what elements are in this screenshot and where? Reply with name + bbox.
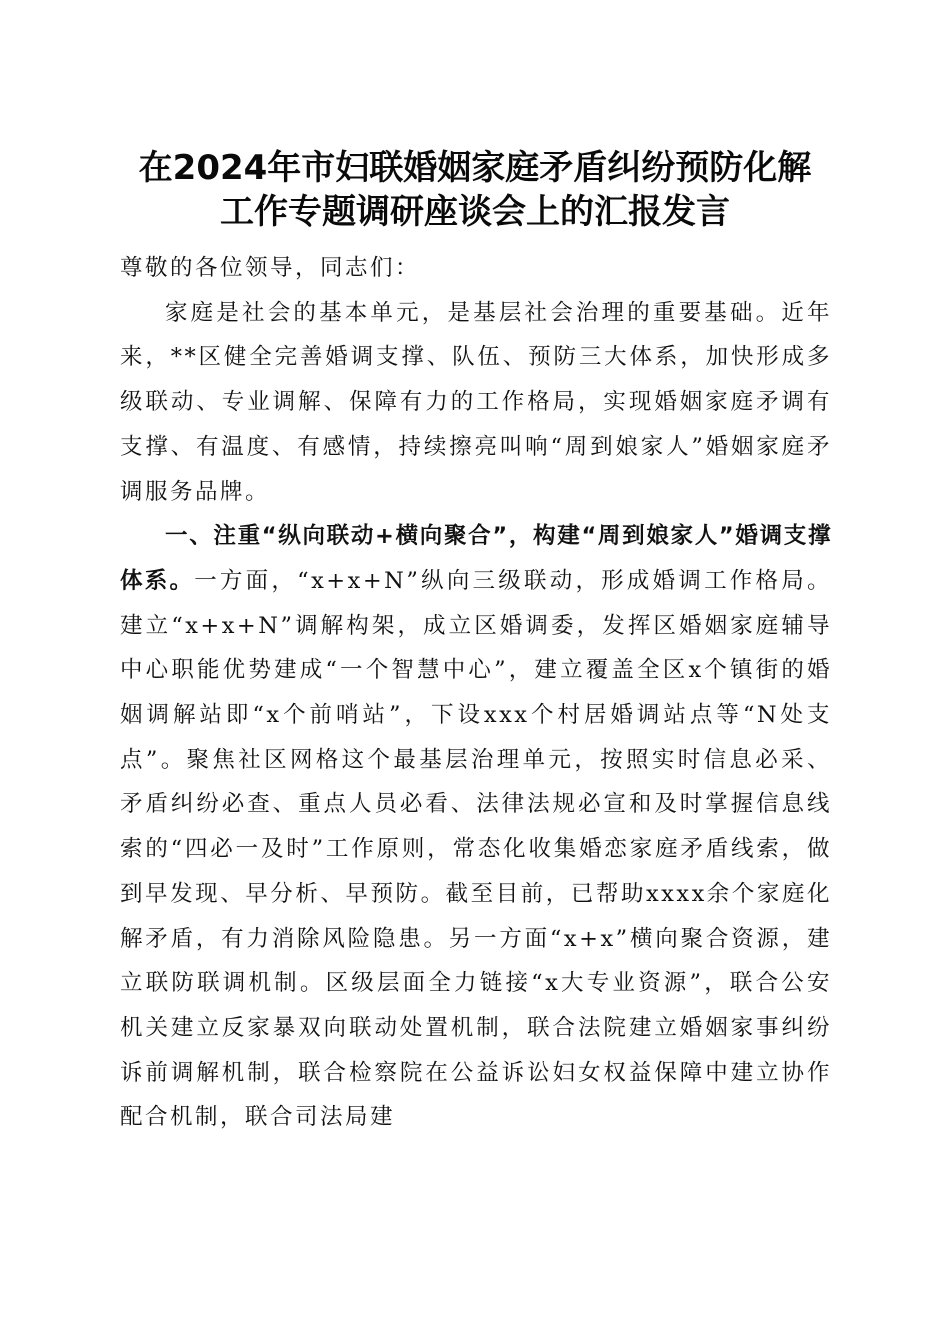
document-title-line-1: 在2024年市妇联婚姻家庭矛盾纠纷预防化解 bbox=[138, 148, 812, 188]
salutation: 尊敬的各位领导，同志们： bbox=[120, 255, 421, 281]
document-title-line-2: 工作专题调研座谈会上的汇报发言 bbox=[220, 192, 730, 232]
section-1-body: 一方面，“x+x+N”纵向三级联动，形成婚调工作格局。建立“x+x+N”调解构架，成立区婚调委，发挥区婚姻家庭辅导中心职能优势建成“一个智慧中心”，建立覆盖全区x个镇街的婚姻调解站即“x个前哨站”，下设xxx个村居婚调站点等“N处支点”。聚焦社区网格这个最基层治理单元，按照实时信息必采、矛盾纠纷必查、重点人员必看、法律法规必宣和及时掌握信息线索的“四必一及时”工作原则，常态化收集婚恋家庭矛盾线索，做到早发现、早分析、早预防。截至目前，已帮助xxxx余个家庭化解矛盾，有力消除风险隐患。另一方面“x+x”横向聚合资源，建立联防联调机制。区级层面全力链接“x大专业资源”，联合公安机关建立反家暴双向联动处置机制，联合法院建立婚姻家事纠纷诉前调解机制，联合检察院在公益诉讼妇女权益保障中建立协作配合机制，联合司法局建 bbox=[120, 567, 832, 1131]
document-body bbox=[120, 246, 832, 1140]
section-1-heading: 一、注重“纵向联动+横向聚合”，构建“周到娘家人”婚调支撑体系。 bbox=[120, 523, 832, 594]
intro-paragraph: 家庭是社会的基本单元，是基层社会治理的重要基础。近年来，**区健全完善婚调支撑、队伍、预防三大体系，加快形成多级联动、专业调解、保障有力的工作格局，实现婚姻家庭矛调有支撑、有温度、有感情，持续擦亮叫响“周到娘家人”婚姻家庭矛调服务品牌。 bbox=[120, 299, 832, 505]
section-1-paragraph bbox=[120, 514, 832, 1140]
